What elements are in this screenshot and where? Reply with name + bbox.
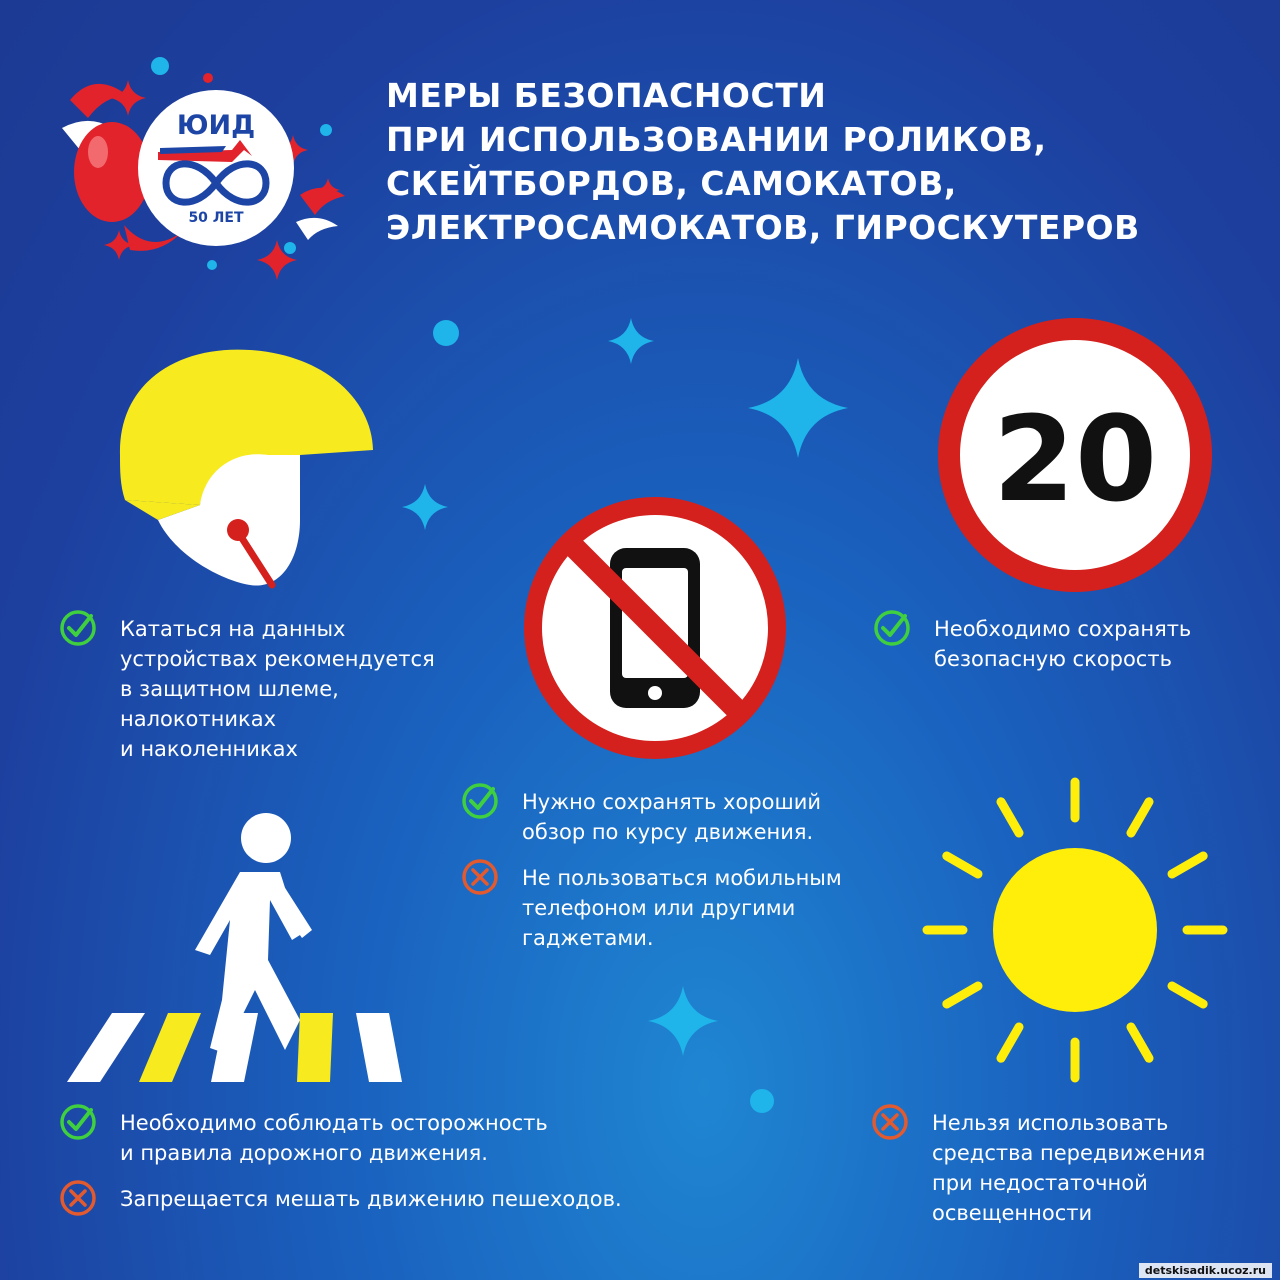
sun-ray xyxy=(1131,802,1149,833)
cross-icon xyxy=(870,1102,910,1142)
note-view xyxy=(522,787,821,847)
note-line: гаджетами. xyxy=(522,926,654,950)
title-line: МЕРЫ БЕЗОПАСНОСТИ xyxy=(386,76,827,115)
logo-years: 50 ЛЕТ xyxy=(188,210,244,226)
sun-ray xyxy=(1001,802,1019,833)
sun-ray xyxy=(1172,986,1203,1004)
note-line: обзор по курсу движения. xyxy=(522,820,814,844)
sun-ray xyxy=(1172,856,1203,874)
note-line: Необходимо соблюдать осторожность xyxy=(120,1111,548,1135)
sun-icon xyxy=(993,848,1157,1012)
note-phone xyxy=(522,863,842,953)
cross-icon xyxy=(460,857,500,897)
note-light xyxy=(932,1108,1205,1228)
note-line: средства передвижения xyxy=(932,1141,1206,1165)
title-line: СКЕЙТБОРДОВ, САМОКАТОВ, xyxy=(386,164,957,203)
check-icon xyxy=(872,608,912,648)
note-line: Нельзя использовать xyxy=(932,1111,1169,1135)
note-line: при недостаточной xyxy=(932,1171,1148,1195)
pedestrian-crossing-icon xyxy=(67,813,402,1082)
note-line: освещенности xyxy=(932,1201,1093,1225)
check-icon xyxy=(58,1102,98,1142)
note-line: безопасную скорость xyxy=(934,647,1172,671)
note-line: налокотниках xyxy=(120,707,276,731)
note-caution xyxy=(120,1108,548,1168)
note-line: Запрещается мешать движению пешеходов. xyxy=(120,1187,622,1211)
speed-limit-value: 20 xyxy=(992,390,1158,528)
note-pedestrians xyxy=(120,1184,622,1214)
title-line: ЭЛЕКТРОСАМОКАТОВ, ГИРОСКУТЕРОВ xyxy=(386,208,1140,247)
yuid-logo xyxy=(62,57,345,280)
note-speed xyxy=(934,614,1191,674)
sun-ray xyxy=(947,986,978,1004)
logo-name: ЮИД xyxy=(176,110,256,141)
check-icon xyxy=(460,781,500,821)
sun-ray xyxy=(1001,1027,1019,1058)
note-line: Не пользоваться мобильным xyxy=(522,866,842,890)
sun-ray xyxy=(1131,1027,1149,1058)
note-line: телефоном или другими xyxy=(522,896,796,920)
title-line: ПРИ ИСПОЛЬЗОВАНИИ РОЛИКОВ, xyxy=(386,120,1047,159)
note-line: Необходимо сохранять xyxy=(934,617,1192,641)
note-helmet xyxy=(120,614,435,764)
note-line: Нужно сохранять хороший xyxy=(522,790,822,814)
note-line: и правила дорожного движения. xyxy=(120,1141,488,1165)
cross-icon xyxy=(58,1178,98,1218)
helmet-icon xyxy=(120,350,373,586)
note-line: устройствах рекомендуется xyxy=(120,647,435,671)
speed-limit-sign xyxy=(949,329,1201,581)
page-title xyxy=(386,74,1266,250)
check-icon xyxy=(58,608,98,648)
note-line: Кататься на данных xyxy=(120,617,346,641)
sun-ray xyxy=(947,856,978,874)
note-line: в защитном шлеме, xyxy=(120,677,339,701)
site-watermark: detskisadik.ucoz.ru xyxy=(1139,1263,1272,1278)
no-phone-sign xyxy=(533,506,777,750)
note-line: и наколенниках xyxy=(120,737,298,761)
